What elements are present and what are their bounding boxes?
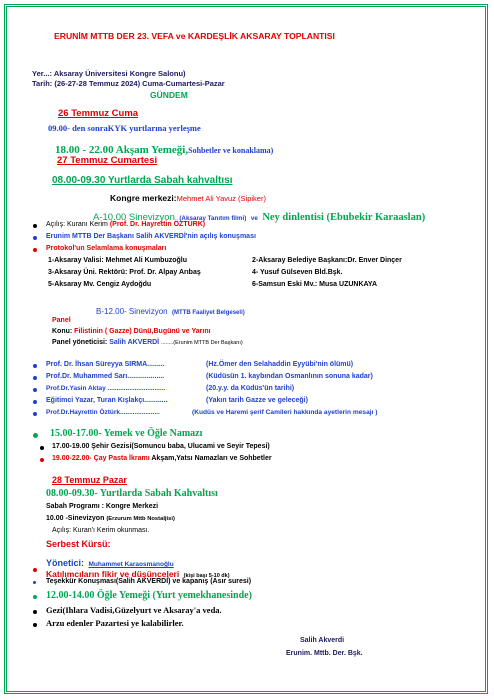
free-talk: Serbest Kürsü: xyxy=(46,539,111,549)
protocol-1: 1-Aksaray Valisi: Mehmet Ali Kumbuzoğlu xyxy=(48,257,187,264)
protocol-heading: Protokol'un Selamlama konuşmaları xyxy=(46,245,167,252)
day3-vision: 10.00 -Sinevizyon (Erzurum Mttb Nostaljisi) xyxy=(46,515,175,522)
bullet-icon xyxy=(33,364,37,368)
kongre-label: Kongre merkezi: xyxy=(110,193,177,203)
day3-breakfast: 08.00-09.30- Yurtlarda Sabah Kahvaltısı xyxy=(46,488,218,499)
date: Tarih: (26-27-28 Temmuz 2024) Cuma-Cumartesi-Pazar xyxy=(32,79,225,88)
signature-title: Erunim. Mttb. Der. Bşk. xyxy=(286,650,363,657)
day1-settle: 09.00- den sonraKYK yurtlarına yerleşme xyxy=(48,123,201,133)
bullet-icon xyxy=(33,376,37,380)
bullet-icon xyxy=(33,388,37,392)
day2-opening-speech: Erunim MTTB Der Başkanı Salih AKVERDİ'nin açılış konuşması xyxy=(46,233,256,240)
location: Yer...: Aksaray Üniversitesi Kongre Salonu) xyxy=(32,69,186,78)
bullet-icon xyxy=(33,236,37,240)
bullet-icon xyxy=(33,595,37,599)
speaker-3: Prof.Dr.Yasin Aktay ................................ xyxy=(46,385,166,392)
ney-recital: Ney dinlentisi (Ebubekir Karaaslan) xyxy=(262,212,426,223)
speaker-4-topic: (Yakın tarih Gazze ve geleceği) xyxy=(206,397,308,404)
day2-kongre xyxy=(110,194,266,204)
document-title: ERUNİM MTTB DER 23. VEFA ve KARDEŞLİK AKSARAY TOPLANTISI xyxy=(54,31,335,41)
protocol-6: 6-Samsun Eski Mv.: Musa UZUNKAYA xyxy=(252,281,377,288)
day1-dinner-rest: Sohbetler ve konaklama) xyxy=(188,146,274,155)
bullet-icon xyxy=(33,400,37,404)
speaker-2: Prof.Dr. Muhammed Sarı................... xyxy=(46,373,165,380)
day3-stay: Arzu edenler Pazartesi ye kalabilirler. xyxy=(46,618,184,628)
speaker-4: Eğitimci Yazar, Turan Kışlakçı............ xyxy=(46,397,168,404)
speaker-2-topic: (Küdüsün 1. kaybından Osmanlının sonuna kadar) xyxy=(206,373,373,380)
protocol-5: 5-Aksaray Mv. Cengiz Aydoğdu xyxy=(48,281,152,288)
speaker-1: Prof. Dr. İhsan Süreyya SIRMA......... xyxy=(46,361,165,368)
day3-trip: Gezi(Ihlara Vadisi,Güzelyurt ve Aksaray'a veda. xyxy=(46,605,222,615)
speaker-1-topic: (Hz.Ömer den Selahaddin Eyyübi'nin ölümü) xyxy=(206,361,354,368)
bullet-icon xyxy=(33,433,38,438)
speaker-5: Prof.Dr.Hayrettin Öztürk...................... xyxy=(46,409,160,416)
bullet-icon xyxy=(33,623,37,627)
day1-heading: 26 Temmuz Cuma xyxy=(58,108,139,119)
day1-dinner-time: 18.00 - 22.00 Akşam Yemeği, xyxy=(55,144,189,156)
day3-participants: Katılımcıların fikir ve düşünceleri (kişi başı 5-10 dk) xyxy=(46,569,230,579)
bullet-icon xyxy=(33,412,37,416)
day3-heading: 28 Temmuz Pazar xyxy=(52,475,127,485)
day2-breakfast: 08.00-09.30 Yurtlarda Sabah kahvaltısı xyxy=(52,175,233,186)
day2-opening: Açılış: Kuranı Kerim (Prof. Dr. Hayrettin ÖZTÜRK) xyxy=(46,221,206,228)
panel-label: Panel xyxy=(52,317,71,324)
day3-lunch: 12.00-14.00 Öğle Yemeği (Yurt yemekhanesinde) xyxy=(46,590,252,601)
day2-tea: 19.00-22.00- Çay Pasta İkramı Akşam,Yatsı Namazları ve Sohbetler xyxy=(52,455,272,462)
bullet-icon xyxy=(40,446,44,450)
day2-tour: 17.00-19.00 Şehir Gezisi(Somuncu baba, Ulucami ve Seyir Tepesi) xyxy=(52,443,270,450)
day3-opening: Açılış: Kuran'ı Kerim okunması. xyxy=(52,527,150,534)
protocol-2: 2-Aksaray Belediye Başkanı:Dr. Enver Dinçer xyxy=(252,257,402,264)
day2-vision-b: B-12.00- Sinevizyon (MTTB Faaliyet Belgeseli) xyxy=(96,307,245,316)
agenda-heading: GÜNDEM xyxy=(150,90,188,100)
day2-vision-a: A-10.00 Sinevizyon (Aksaray Tanıtım filmi) ve Ney dinlentisi (Ebubekir Karaaslan) xyxy=(93,212,426,223)
speaker-5-topic: (Kudüs ve Haremi şerif Camileri hakkında ayetlerin mesajı ) xyxy=(192,409,378,416)
protocol-4: 4- Yusuf Gülseven Bld.Bşk. xyxy=(252,269,343,276)
day2-heading: 27 Temmuz Cumartesi xyxy=(57,155,158,166)
kongre-host: Mehmet Ali Yavuz (Sipiker) xyxy=(176,194,266,203)
panel-topic: Konu: Filistinin ( Gazze) Dünü,Bugünü ve Yarını xyxy=(52,328,211,335)
bullet-icon xyxy=(33,248,37,252)
bullet-icon xyxy=(33,224,37,228)
day3-manager: Yönetici: Muhammet Karaosmanoğlu xyxy=(46,558,174,568)
speaker-3-topic: (20.y.y. da Küdüs'ün tarihi) xyxy=(206,385,295,392)
day2-lunch: 15.00-17.00- Yemek ve Öğle Namazı xyxy=(50,428,203,439)
signature-name: Salih Akverdi xyxy=(300,637,345,644)
day3-program: Sabah Programı : Kongre Merkezi xyxy=(46,503,159,510)
bullet-icon xyxy=(33,581,36,584)
protocol-3: 3-Aksaray Üni. Rektörü: Prof. Dr. Alpay Arıbaş xyxy=(48,269,201,276)
panel-moderator: Panel yöneticisi: Salih AKVERDİ ........(Erunim MTTB Der Başkanı) xyxy=(52,339,243,346)
bullet-icon xyxy=(40,458,44,462)
bullet-icon xyxy=(33,568,37,572)
bullet-icon xyxy=(33,610,37,614)
day3-thanks: Teşekkür Konuşması(Salih AKVERDİ) ve kapanış (Asır suresi) xyxy=(46,578,252,585)
